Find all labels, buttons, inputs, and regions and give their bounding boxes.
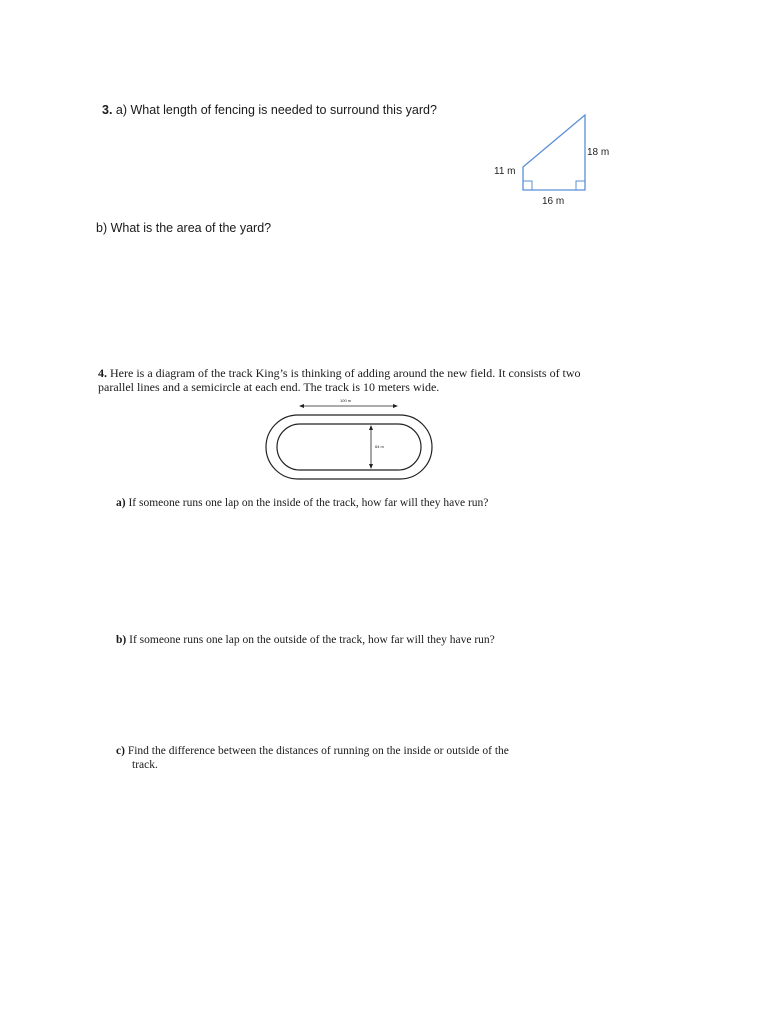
- question-4-text: Here is a diagram of the track King’s is thinking of adding around the new field. It consists of two parallel lines and a semicircle at each end. The track is 10 meters wide.: [98, 366, 581, 394]
- track-length-label: 100 m: [340, 398, 352, 403]
- question-4-number: 4.: [98, 366, 107, 380]
- question-3-number: 3.: [102, 103, 113, 117]
- track-inner-edge: [277, 424, 421, 470]
- question-4c: [116, 744, 616, 772]
- question-4c-label: c): [116, 745, 125, 757]
- arrowhead-bottom: [369, 464, 373, 469]
- question-3b-text: b) What is the area of the yard?: [96, 221, 272, 235]
- arrowhead-left: [299, 404, 304, 408]
- yard-label-left: 11 m: [494, 166, 516, 177]
- question-4a-text: If someone runs one lap on the inside of the track, how far will they have run?: [128, 497, 489, 509]
- question-4a: [116, 497, 488, 509]
- question-4c-text-continued: track.: [132, 759, 158, 771]
- question-4a-label: a): [116, 497, 126, 509]
- track-width-label: 64 m: [375, 444, 384, 449]
- question-4c-text: Find the difference between the distances of running on the inside or outside of the: [127, 745, 509, 757]
- question-4b-text: If someone runs one lap on the outside of the track, how far will they have run?: [129, 634, 495, 646]
- question-4b: [116, 634, 495, 646]
- question-3a-text: a) What length of fencing is needed to surround this yard?: [115, 103, 437, 117]
- arrowhead-top: [369, 425, 373, 430]
- question-4b-label: b): [116, 634, 127, 646]
- yard-label-bottom: 16 m: [542, 196, 565, 207]
- yard-label-right: 18 m: [587, 147, 610, 158]
- arrowhead-right: [393, 404, 398, 408]
